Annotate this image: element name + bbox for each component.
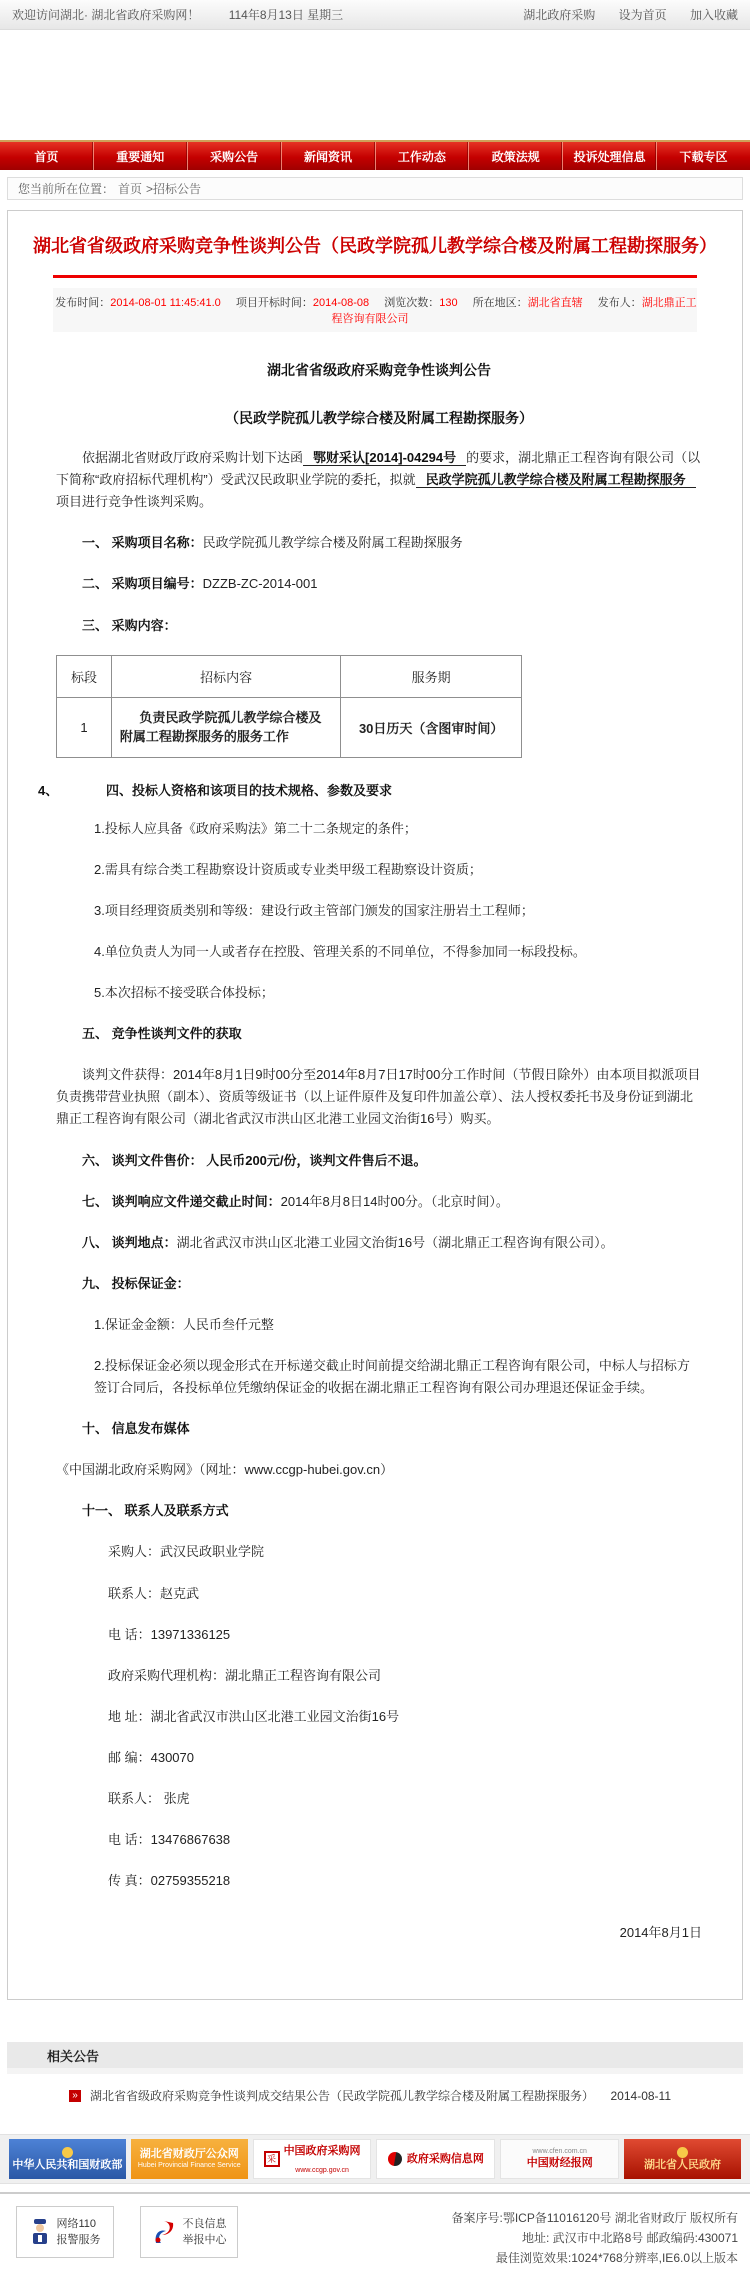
announcement-box <box>7 210 743 2000</box>
related-header-shadow <box>7 2068 743 2074</box>
browser-line: 最佳浏览效果:1024*768分辨率,IE6.0以上版本 <box>495 2251 738 2266</box>
page-footer <box>0 2192 750 2284</box>
nav-item-policies[interactable]: 政策法规 <box>468 142 562 170</box>
section-8-label: 八、 谈判地点： <box>82 1234 177 1250</box>
section-11-heading: 十一、 联系人及联系方式 <box>82 1503 229 1519</box>
contact-line: 政府采购代理机构：湖北鼎正工程咨询有限公司 <box>108 1667 382 1683</box>
report-center-badge[interactable] <box>140 2206 238 2258</box>
publish-time-value: 2014-08-01 11:45:41.0 <box>110 297 221 310</box>
welcome-text: 欢迎访问湖北· 湖北省政府采购网！ <box>12 8 200 22</box>
views-value: 130 <box>439 297 458 310</box>
badge-line: 举报中心 <box>182 2234 227 2247</box>
intro-underline-2: 民政学院孤儿教学综合楼及附属工程勘探服务 <box>416 472 696 488</box>
section-5-text: 谈判文件获得：2014年8月1日9时00分至2014年8月7日17时00分工作时间（节假日除外）由本项目拟派项目负责携带营业执照（副本）、资质等级证书（以上证件原件及复印件加盖公章）、法人授权委托书及身份证到湖北鼎正工程咨询有限公司（湖北省武汉市洪山区北港工业园文治街16号）购买。 <box>56 1067 701 1127</box>
section-8 <box>56 1232 702 1254</box>
section-4-marker: 4、 <box>38 782 59 798</box>
related-link[interactable]: 湖北省省级政府采购竞争性谈判成交结果公告（民政学院孤儿教学综合楼及附属工程勘探服务） <box>90 2089 595 2104</box>
national-emblem-icon <box>677 2147 688 2158</box>
breadcrumb-current: >招标公告 <box>146 182 202 196</box>
section-2 <box>56 573 702 595</box>
col-header-period: 服务期 <box>341 655 522 697</box>
page-title: 湖北省省级政府采购竞争性谈判公告（民政学院孤儿教学综合楼及附属工程勘探服务） <box>33 236 717 256</box>
cell-lot: 1 <box>57 697 112 757</box>
badge-label <box>57 2216 101 2249</box>
related-date: 2014-08-11 <box>610 2088 671 2103</box>
meta-bar <box>53 288 697 332</box>
link-hubei-gov-procurement[interactable]: 湖北政府采购 <box>523 8 596 22</box>
arrow-icon: » <box>69 2090 81 2102</box>
title-divider <box>53 275 697 278</box>
views-label: 浏览次数： <box>384 297 440 310</box>
contact-line: 电 话：13476867638 <box>108 1832 231 1848</box>
intro-text-1: 依据湖北省财政厅政府采购计划下达函 <box>82 450 304 466</box>
banner-gov-procurement-info[interactable] <box>376 2139 495 2179</box>
section-6: 六、 谈判文件售价： 人民币200元/份，谈判文件售后不退。 <box>82 1152 427 1168</box>
col-header-content: 招标内容 <box>111 655 340 697</box>
nav-item-home[interactable]: 首页 <box>34 149 59 164</box>
section-5-heading: 五、 竞争性谈判文件的获取 <box>82 1026 242 1042</box>
footer-info <box>451 2206 738 2268</box>
contact-line: 邮 编：430070 <box>108 1749 194 1765</box>
seal-icon: 采 <box>264 2151 280 2167</box>
banner-china-financial-news[interactable] <box>500 2139 619 2179</box>
banner-text-group <box>284 2141 361 2177</box>
contact-line: 采购人：武汉民政职业学院 <box>108 1544 265 1560</box>
section-7 <box>56 1191 702 1213</box>
section-9-item: 1.保证金金额：人民币叁仟元整 <box>94 1316 274 1332</box>
publisher-label: 发布人： <box>597 297 642 310</box>
section-1 <box>56 532 702 554</box>
badge-label <box>183 2216 227 2249</box>
announcement-body <box>8 360 742 1944</box>
section-4-item: 1.投标人应具备《政府采购法》第二十二条规定的条件； <box>94 820 417 836</box>
banner-subtitle: www.ccgp.gov.cn <box>295 2167 349 2175</box>
section-10-heading: 十、 信息发布媒体 <box>82 1421 190 1437</box>
breadcrumb-home-link[interactable]: 首页 <box>118 182 143 196</box>
section-4-item: 4.单位负责人为同一人或者存在控股、管理关系的不同单位，不得参加同一标段投标。 <box>94 943 586 959</box>
nav-item-important-notices[interactable]: 重要通知 <box>93 142 187 170</box>
col-header-lot: 标段 <box>57 655 112 697</box>
table-row <box>57 697 522 757</box>
table-header-row <box>57 655 522 697</box>
section-4-item: 2.需具有综合类工程勘察设计资质或专业类甲级工程勘察设计资质； <box>94 861 482 877</box>
icp-line: 备案序号:鄂ICP备11016120号 湖北省财政厅 版权所有 <box>451 2211 738 2226</box>
section-2-value: DZZB-ZC-2014-001 <box>202 576 318 592</box>
badge-line: 不良信息 <box>182 2217 227 2230</box>
related-item <box>7 2087 743 2104</box>
current-date: 114年8月13日 星期三 <box>228 8 344 22</box>
banner-title: 中国财经报网 <box>526 2156 593 2169</box>
section-4-item: 3.项目经理资质类别和等级：建设行政主管部门颁发的国家注册岩土工程师； <box>94 902 534 918</box>
report-swoosh-icon <box>152 2219 176 2245</box>
section-7-value: 2014年8月8日14时00分。（北京时间）。 <box>280 1193 509 1209</box>
intro-underline-1: 鄂财采认[2014]-04294号 <box>303 450 466 466</box>
breadcrumb <box>7 177 743 200</box>
related-header: 相关公告 <box>7 2042 743 2068</box>
banner-ccgp[interactable] <box>253 2139 372 2179</box>
cell-period: 30日历天（含图审时间） <box>341 697 522 757</box>
site-logo-area <box>0 30 750 140</box>
section-3 <box>56 615 702 637</box>
doc-title-line1: 湖北省省级政府采购竞争性谈判公告 <box>267 362 491 379</box>
banner-title: 中华人民共和国财政部 <box>12 2158 123 2171</box>
intro-text-2: 的要求，湖北鼎正工程咨询有限公司（以下简称“政府招标代理机构”）受武汉民政职业学院的委托，拟就 <box>56 450 701 488</box>
section-4-heading: 四、投标人资格和该项目的技术规格、参数及要求 <box>106 782 393 798</box>
region-label: 所在地区： <box>472 297 528 310</box>
main-nav <box>0 140 750 170</box>
section-9-heading: 九、 投标保证金： <box>82 1275 190 1291</box>
top-utility-bar <box>0 0 750 30</box>
contact-line: 地 址：湖北省武汉市洪山区北港工业园文治街16号 <box>108 1708 400 1724</box>
cell-content: 负责民政学院孤儿教学综合楼及附属工程勘探服务的服务工作 <box>111 697 340 757</box>
region-value: 湖北省直辖 <box>527 297 583 310</box>
topbar-links <box>503 6 738 23</box>
link-add-favorite[interactable]: 加入收藏 <box>689 8 738 22</box>
section-8-value: 湖北省武汉市洪山区北港工业园文治街16号（湖北鼎正工程咨询有限公司）。 <box>176 1234 614 1250</box>
open-time-value: 2014-08-08 <box>312 297 370 310</box>
section-2-label: 二、 采购项目编号： <box>82 576 203 592</box>
intro-paragraph <box>56 447 702 513</box>
national-emblem-icon <box>62 2147 73 2158</box>
open-time-label: 项目开标时间： <box>235 297 313 310</box>
section-10-text: 《中国湖北政府采购网》（网址：www.ccgp-hubei.gov.cn） <box>56 1462 394 1478</box>
topbar-left <box>12 6 369 23</box>
publish-time-label: 发布时间： <box>55 297 111 310</box>
banner-subtitle: www.cfen.com.cn <box>532 2148 587 2156</box>
banner-hubei-finance-dept[interactable] <box>131 2139 248 2179</box>
banner-subtitle: Hubei Provincial Finance Service <box>137 2162 241 2170</box>
banner-title: 政府采购信息网 <box>406 2152 484 2165</box>
net-110-badge[interactable] <box>16 2206 114 2258</box>
section-1-value: 民政学院孤儿教学综合楼及附属工程勘探服务 <box>202 535 463 551</box>
section-4-heading-row <box>38 780 702 799</box>
link-set-homepage[interactable]: 设为首页 <box>618 8 667 22</box>
contact-line: 联系人：赵克武 <box>108 1585 200 1601</box>
nav-item-news[interactable]: 新闻资讯 <box>281 142 375 170</box>
doc-title-line2: （民政学院孤儿教学综合楼及附属工程勘探服务） <box>225 410 533 427</box>
section-4-item: 5.本次招标不接受联合体投标； <box>94 985 274 1001</box>
partner-banner-strip <box>0 2134 750 2184</box>
nav-item-downloads[interactable]: 下载专区 <box>656 142 750 170</box>
footer-badges <box>12 2206 238 2268</box>
related-announcements <box>7 2042 743 2104</box>
section-3-label: 三、 采购内容： <box>82 617 177 633</box>
banner-title: 湖北省财政厅公众网 <box>139 2148 239 2161</box>
section-9-item: 2.投标保证金必须以现金形式在开标递交截止时间前提交给湖北鼎正工程咨询有限公司，中标人与招标方签订合同后，各投标单位凭缴纳保证金的收据在湖北鼎正工程咨询有限公司办理退还保证金手续。 <box>94 1357 690 1396</box>
contact-line: 电 话：13971336125 <box>108 1626 231 1642</box>
procurement-table <box>56 655 522 758</box>
banner-title: 中国政府采购网 <box>283 2145 361 2158</box>
breadcrumb-prefix: 您当前所在位置： <box>18 182 115 196</box>
badge-line: 报警服务 <box>56 2234 101 2247</box>
banner-ministry-of-finance[interactable] <box>9 2139 126 2179</box>
police-icon <box>30 2218 50 2246</box>
disc-logo-icon <box>388 2152 402 2166</box>
nav-item-procurement-announcements[interactable]: 采购公告 <box>187 142 281 170</box>
badge-line: 网络110 <box>56 2217 97 2230</box>
contact-line: 联系人： 张虎 <box>108 1791 190 1806</box>
banner-title: 湖北省人民政府 <box>644 2158 722 2171</box>
address-line: 地址: 武汉市中北路8号 邮政编码:430071 <box>521 2231 738 2246</box>
nav-item-work-updates[interactable]: 工作动态 <box>375 142 469 170</box>
banner-hubei-provincial-gov[interactable] <box>624 2139 741 2179</box>
sign-date: 2014年8月1日 <box>619 1925 702 1941</box>
section-7-label: 七、 谈判响应文件递交截止时间： <box>82 1193 281 1209</box>
publisher-value: 湖北鼎正工程咨询有限公司 <box>331 297 697 326</box>
section-1-label: 一、 采购项目名称： <box>82 535 203 551</box>
contact-line: 传 真：02759355218 <box>108 1873 231 1889</box>
nav-item-complaint-info[interactable]: 投诉处理信息 <box>562 142 656 170</box>
intro-text-3: 项目进行竞争性谈判采购。 <box>56 494 213 510</box>
